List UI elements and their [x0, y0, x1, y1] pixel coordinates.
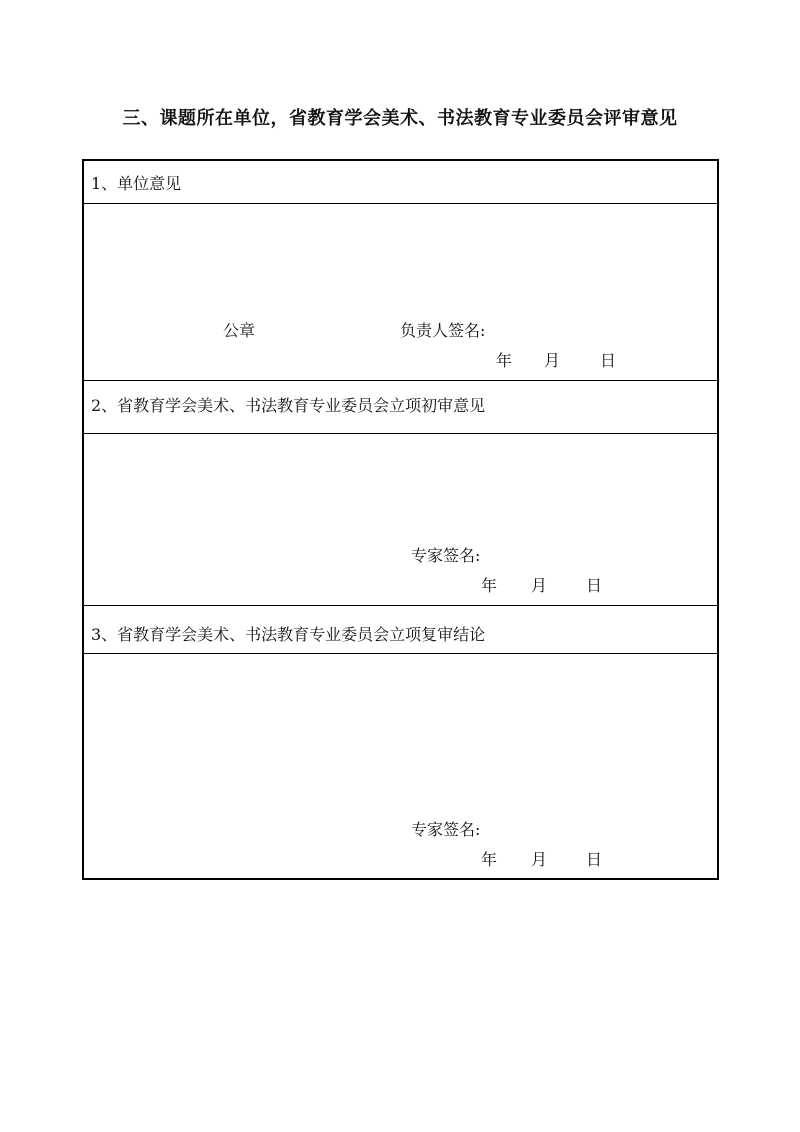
- section-2-date-day: 日: [586, 576, 603, 595]
- section-2-signature-label: 专家签名:: [411, 546, 481, 565]
- section-1-date-day: 日: [600, 351, 617, 370]
- section-3-date-month: 月: [531, 850, 548, 869]
- section-1-bottom-divider: [84, 380, 717, 381]
- section-3-date-year: 年: [481, 850, 498, 869]
- section-1-heading: 1、单位意见: [91, 174, 182, 193]
- section-3-heading: 3、省教育学会美术、书法教育专业委员会立项复审结论: [91, 625, 486, 644]
- review-opinion-table: [82, 159, 719, 880]
- section-2-date-month: 月: [531, 576, 548, 595]
- page-title: 三、课题所在单位，省教育学会美术、书法教育专业委员会评审意见: [122, 108, 678, 129]
- section-1-header-divider: [84, 203, 717, 204]
- section-2-bottom-divider: [84, 605, 717, 606]
- section-3-header-divider: [84, 653, 717, 654]
- section-1-signature-label: 负责人签名:: [400, 321, 486, 340]
- section-1-date-year: 年: [496, 351, 513, 370]
- section-2-heading: 2、省教育学会美术、书法教育专业委员会立项初审意见: [91, 396, 486, 415]
- section-2-date-year: 年: [481, 576, 498, 595]
- section-1-date-month: 月: [544, 351, 561, 370]
- section-1-seal-label: 公章: [223, 321, 256, 340]
- section-3-signature-label: 专家签名:: [411, 820, 481, 839]
- section-3-date-day: 日: [586, 850, 603, 869]
- section-2-header-divider: [84, 433, 717, 434]
